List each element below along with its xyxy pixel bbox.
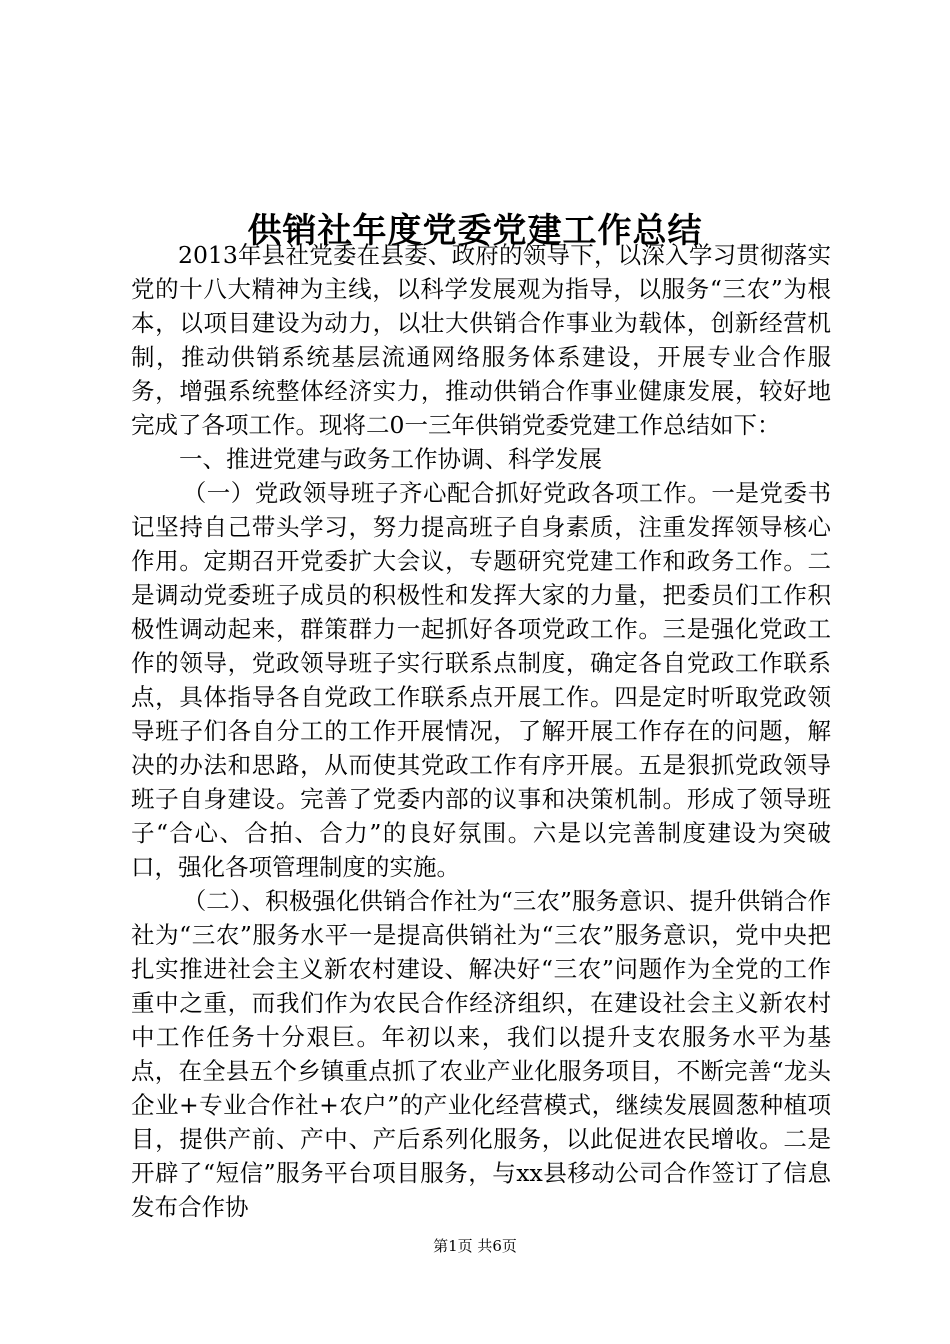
section-heading-1: 一、推进党建与政务工作协调、科学发展 (179, 445, 602, 473)
section-1-paragraph-1: （一）党政领导班子齐心配合抓好党政各项工作。一是党委书记坚持自己带头学习，努力提高班子自身素质，注重发挥领导核心作用。定期召开党委扩大会议，专题研究党建工作和政务工作。二是调动党委班子成员的积极性和发挥大家的力量，把委员们工作积极性调动起来，群策群力一起抓好各项党政工作。三是强化党政工作的领导，党政领导班子实行联系点制度，确定各自党政工作联系点，具体指导各自党政工作联系点开展工作。四是定时听取党政领导班子们各自分工的工作开展情况，了解开展工作存在的问题，解决的办法和思路，从而使其党政工作有序开展。五是狠抓党政领导班子自身建设。完善了党委内部的议事和决策机制。形成了领导班子“合心、合拍、合力”的良好氛围。六是以完善制度建设为突破口，强化各项管理制度的实施。 (131, 479, 831, 881)
document-body (131, 238, 831, 1224)
document-title: 供销社年度党委党建工作总结 (247, 210, 703, 251)
intro-paragraph: 2013年县社党委在县委、政府的领导下，以深入学习贯彻落实党的十八大精神为主线，以科学发展观为指导，以服务“三农”为根本，以项目建设为动力，以壮大供销合作事业为载体，创新经营机制，推动供销系统基层流通网络服务体系建设，开展专业合作服务，增强系统整体经济实力，推动供销合作事业健康发展，较好地完成了各项工作。现将二0一三年供销党委党建工作总结如下： (131, 241, 831, 439)
section-1-paragraph-2: （二）、积极强化供销合作社为“三农”服务意识、提升供销合作社为“三农”服务水平一是提高供销社为“三农”服务意识，党中央把扎实推进社会主义新农村建设、解决好“三农”问题作为全党的工作重中之重，而我们作为农民合作经济组织，在建设社会主义新农村中工作任务十分艰巨。年初以来，我们以提升支农服务水平为基点，在全县五个乡镇重点抓了农业产业化服务项目，不断完善“龙头企业+专业合作社+农户”的产业化经营模式，继续发展圆葱种植项目，提供产前、产中、产后系列化服务，以此促进农民增收。二是开辟了“短信”服务平台项目服务，与xx县移动公司合作签订了信息发布合作协 (131, 887, 831, 1221)
page-number: 第1页 共6页 (433, 1237, 517, 1255)
